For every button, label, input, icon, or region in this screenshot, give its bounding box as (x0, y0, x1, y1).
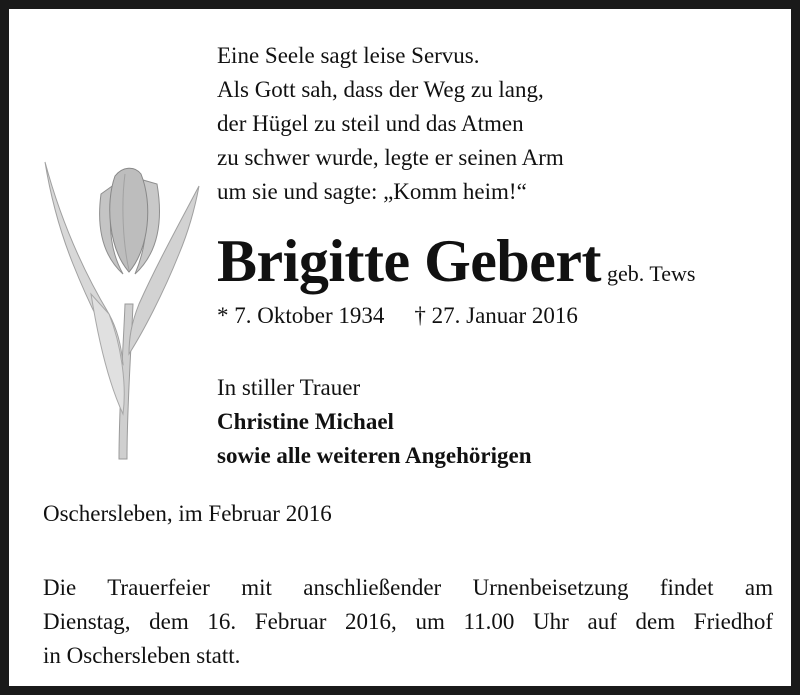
funeral-line: Die Trauerfeier mit anschließender Urnenbeisetzung findet am (43, 575, 773, 600)
poem-line: der Hügel zu steil und das Atmen (217, 111, 524, 136)
tulip-illustration (39, 154, 209, 464)
death-date: † 27. Januar 2016 (414, 303, 578, 328)
poem-line: zu schwer wurde, legte er seinen Arm (217, 145, 564, 170)
mourner-relatives: sowie alle weiteren Angehörigen (217, 443, 532, 468)
poem-line: Als Gott sah, dass der Weg zu lang, (217, 77, 544, 102)
funeral-notice (43, 571, 773, 673)
funeral-line: Dienstag, dem 16. Februar 2016, um 11.00 Uhr auf dem Friedhof (43, 609, 773, 634)
poem (217, 39, 564, 209)
poem-line: Eine Seele sagt leise Servus. (217, 43, 480, 68)
poem-line: um sie und sagte: „Komm heim!“ (217, 179, 527, 204)
life-dates (217, 303, 578, 329)
birth-date: * 7. Oktober 1934 (217, 303, 385, 328)
deceased-name: Brigitte Gebert (217, 228, 601, 294)
deceased-name-line (217, 221, 695, 301)
place-date: Oschersleben, im Februar 2016 (43, 501, 332, 526)
mourning-intro: In stiller Trauer (217, 375, 361, 400)
birth-name: geb. Tews (607, 261, 696, 286)
mourner-names: Christine Michael (217, 409, 394, 434)
mourners (217, 371, 532, 473)
funeral-line: in Oschersleben statt. (43, 643, 241, 668)
